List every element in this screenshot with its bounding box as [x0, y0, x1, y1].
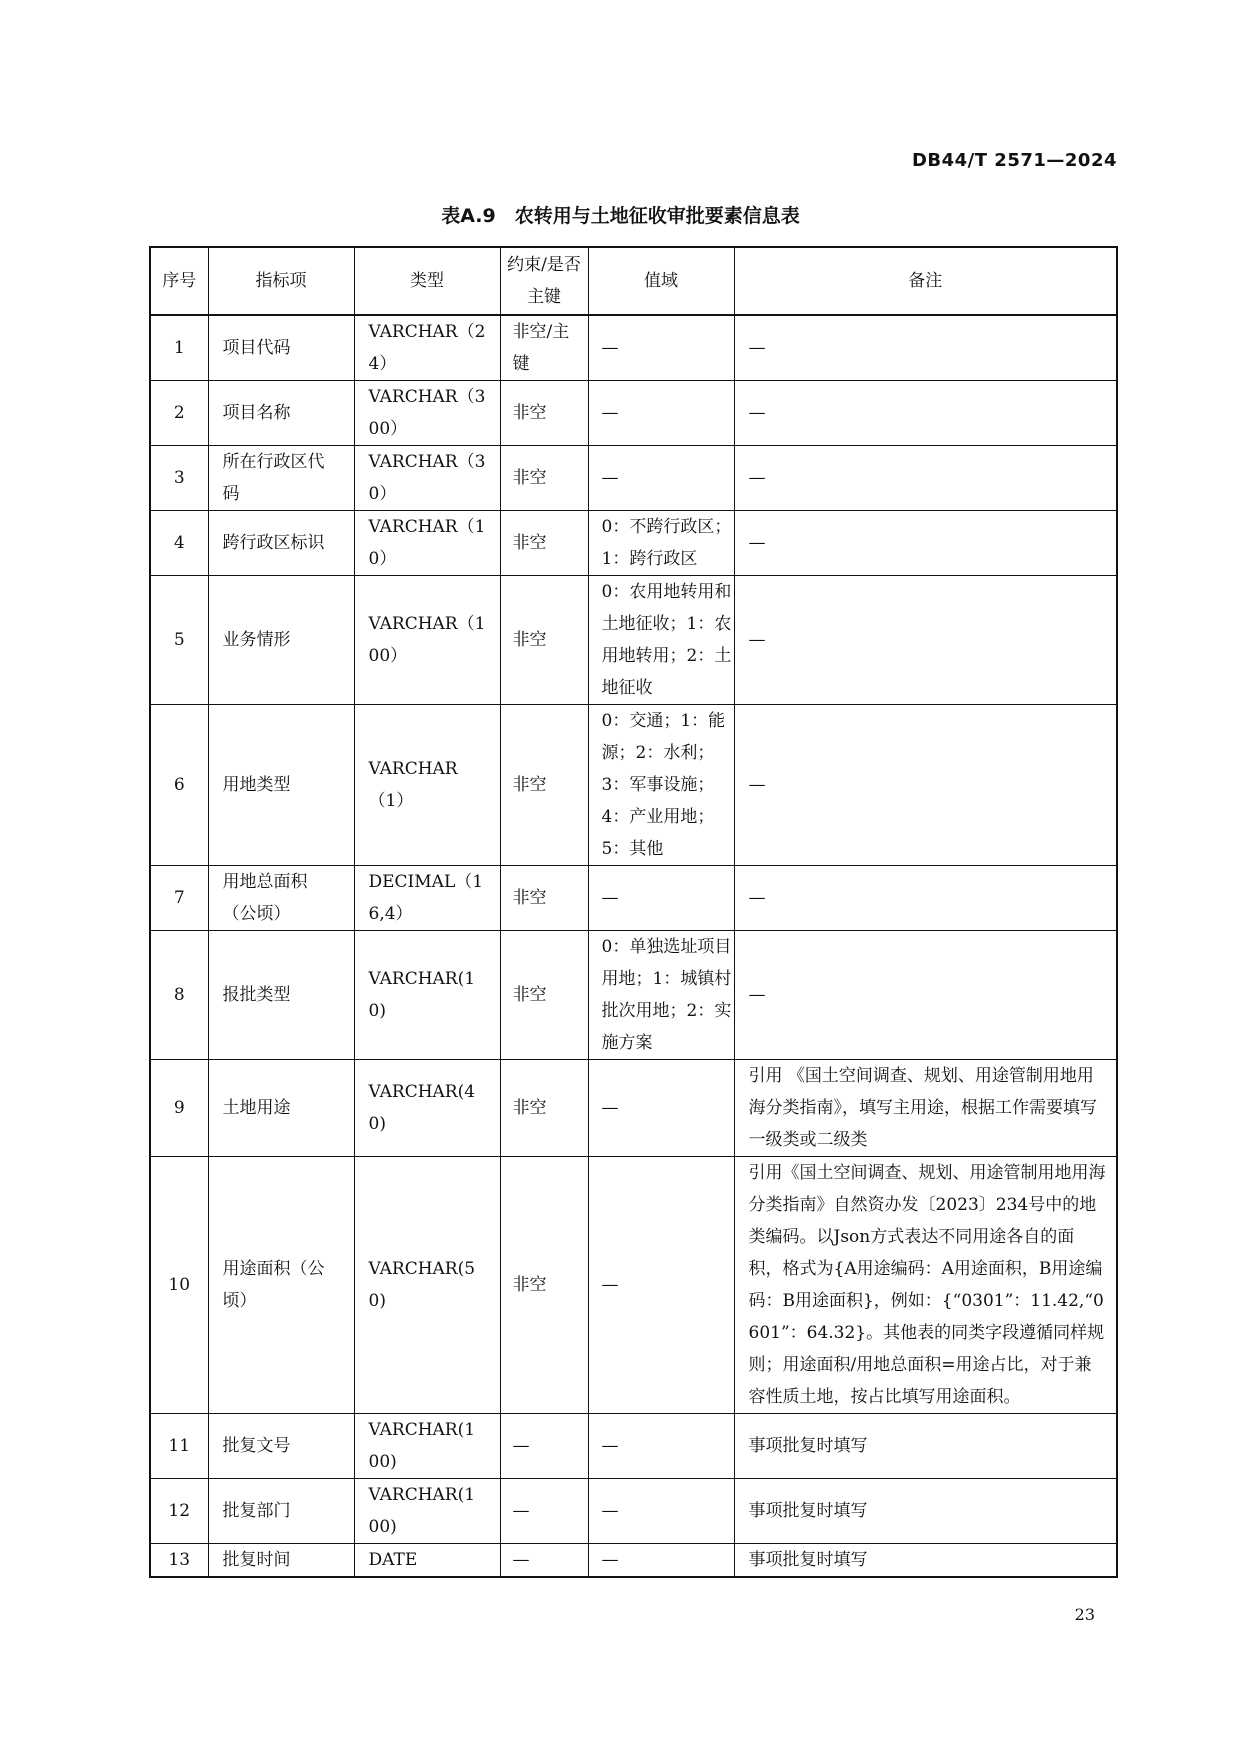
column-header-no: 序号	[150, 247, 208, 315]
field-type-cell: DECIMAL（16,4）	[354, 866, 500, 931]
field-name-cell: 用地总面积（公顷）	[208, 866, 354, 931]
field-name-cell: 业务情形	[208, 576, 354, 705]
table-row	[150, 1479, 1117, 1544]
value-range-cell: —	[588, 1157, 734, 1414]
field-name-cell: 土地用途	[208, 1060, 354, 1157]
field-type-cell: VARCHAR（24）	[354, 315, 500, 381]
field-type-cell: VARCHAR（1）	[354, 705, 500, 866]
value-range-cell: —	[588, 381, 734, 446]
constraint-cell: 非空	[500, 381, 588, 446]
constraint-cell: 非空	[500, 1060, 588, 1157]
table-row	[150, 1157, 1117, 1414]
constraint-cell: 非空	[500, 446, 588, 511]
constraint-cell: 非空	[500, 866, 588, 931]
constraint-cell: —	[500, 1414, 588, 1479]
field-name-cell: 批复时间	[208, 1544, 354, 1578]
table-header	[150, 247, 1117, 315]
table-row	[150, 446, 1117, 511]
constraint-cell: 非空	[500, 511, 588, 576]
value-range-cell: —	[588, 1544, 734, 1578]
row-number-cell: 2	[150, 381, 208, 446]
field-name-cell: 项目代码	[208, 315, 354, 381]
table-container	[149, 246, 1116, 1578]
value-range-cell: 0：交通；1：能源；2：水利；3：军事设施；4：产业用地；5：其他	[588, 705, 734, 866]
note-cell: 引用《国土空间调查、规划、用途管制用地用海分类指南》自然资办发〔2023〕234号中的地类编码。以Json方式表达不同用途各自的面积，格式为{A用途编码：A用途面积，B用途编码：B用途面积}，例如：{“0301”：11.42,“0601”：64.32}。其他表的同类字段遵循同样规则；用途面积/用地总面积=用途占比，对于兼容性质土地，按占比填写用途面积。	[734, 1157, 1117, 1414]
row-number-cell: 3	[150, 446, 208, 511]
row-number-cell: 9	[150, 1060, 208, 1157]
row-number-cell: 6	[150, 705, 208, 866]
document-code: DB44/T 2571—2024	[911, 150, 1117, 171]
note-cell: —	[734, 576, 1117, 705]
table-row	[150, 381, 1117, 446]
value-range-cell: —	[588, 315, 734, 381]
note-cell: 事项批复时填写	[734, 1544, 1117, 1578]
field-name-cell: 用途面积（公顷）	[208, 1157, 354, 1414]
value-range-cell: —	[588, 1060, 734, 1157]
field-type-cell: VARCHAR(10)	[354, 931, 500, 1060]
table-row	[150, 931, 1117, 1060]
constraint-cell: —	[500, 1544, 588, 1578]
table-row	[150, 315, 1117, 381]
column-header-item: 指标项	[208, 247, 354, 315]
note-cell: 事项批复时填写	[734, 1479, 1117, 1544]
row-number-cell: 8	[150, 931, 208, 1060]
value-range-cell: —	[588, 1414, 734, 1479]
field-type-cell: VARCHAR（30）	[354, 446, 500, 511]
field-name-cell: 项目名称	[208, 381, 354, 446]
row-number-cell: 12	[150, 1479, 208, 1544]
column-header-range: 值域	[588, 247, 734, 315]
row-number-cell: 1	[150, 315, 208, 381]
constraint-cell: —	[500, 1479, 588, 1544]
note-cell: —	[734, 705, 1117, 866]
field-type-cell: VARCHAR（300）	[354, 381, 500, 446]
field-type-cell: VARCHAR(50)	[354, 1157, 500, 1414]
table-row	[150, 511, 1117, 576]
constraint-cell: 非空	[500, 1157, 588, 1414]
table-body	[150, 315, 1117, 1577]
column-header-type: 类型	[354, 247, 500, 315]
field-type-cell: VARCHAR(100)	[354, 1414, 500, 1479]
field-name-cell: 批复部门	[208, 1479, 354, 1544]
row-number-cell: 5	[150, 576, 208, 705]
column-header-constraint: 约束/是否主键	[500, 247, 588, 315]
field-name-cell: 跨行政区标识	[208, 511, 354, 576]
note-cell: —	[734, 315, 1117, 381]
field-type-cell: VARCHAR（10）	[354, 511, 500, 576]
value-range-cell: 0：农用地转用和土地征收；1：农用地转用；2：土地征收	[588, 576, 734, 705]
table-row	[150, 705, 1117, 866]
field-name-cell: 报批类型	[208, 931, 354, 1060]
constraint-cell: 非空/主键	[500, 315, 588, 381]
field-type-cell: DATE	[354, 1544, 500, 1578]
note-cell: —	[734, 866, 1117, 931]
row-number-cell: 7	[150, 866, 208, 931]
note-cell: —	[734, 446, 1117, 511]
note-cell: —	[734, 511, 1117, 576]
field-type-cell: VARCHAR(100)	[354, 1479, 500, 1544]
field-name-cell: 所在行政区代码	[208, 446, 354, 511]
value-range-cell: 0：单独选址项目用地；1：城镇村批次用地；2：实施方案	[588, 931, 734, 1060]
table-row	[150, 1544, 1117, 1578]
table-title: 表A.9 农转用与土地征收审批要素信息表	[441, 205, 800, 227]
column-header-note: 备注	[734, 247, 1117, 315]
value-range-cell: —	[588, 866, 734, 931]
field-type-cell: VARCHAR(40)	[354, 1060, 500, 1157]
field-name-cell: 用地类型	[208, 705, 354, 866]
value-range-cell: —	[588, 446, 734, 511]
row-number-cell: 4	[150, 511, 208, 576]
row-number-cell: 13	[150, 1544, 208, 1578]
page-number: 23	[1074, 1605, 1095, 1624]
value-range-cell: 0：不跨行政区；1：跨行政区	[588, 511, 734, 576]
value-range-cell: —	[588, 1479, 734, 1544]
note-cell: —	[734, 381, 1117, 446]
row-number-cell: 11	[150, 1414, 208, 1479]
constraint-cell: 非空	[500, 931, 588, 1060]
constraint-cell: 非空	[500, 705, 588, 866]
note-cell: 引用 《国土空间调查、规划、用途管制用地用海分类指南》，填写主用途，根据工作需要填写一级类或二级类	[734, 1060, 1117, 1157]
header-row	[150, 247, 1117, 315]
field-table	[149, 246, 1118, 1578]
row-number-cell: 10	[150, 1157, 208, 1414]
field-type-cell: VARCHAR（100）	[354, 576, 500, 705]
constraint-cell: 非空	[500, 576, 588, 705]
table-row	[150, 1414, 1117, 1479]
note-cell: 事项批复时填写	[734, 1414, 1117, 1479]
note-cell: —	[734, 931, 1117, 1060]
table-row	[150, 1060, 1117, 1157]
table-row	[150, 576, 1117, 705]
field-name-cell: 批复文号	[208, 1414, 354, 1479]
table-row	[150, 866, 1117, 931]
